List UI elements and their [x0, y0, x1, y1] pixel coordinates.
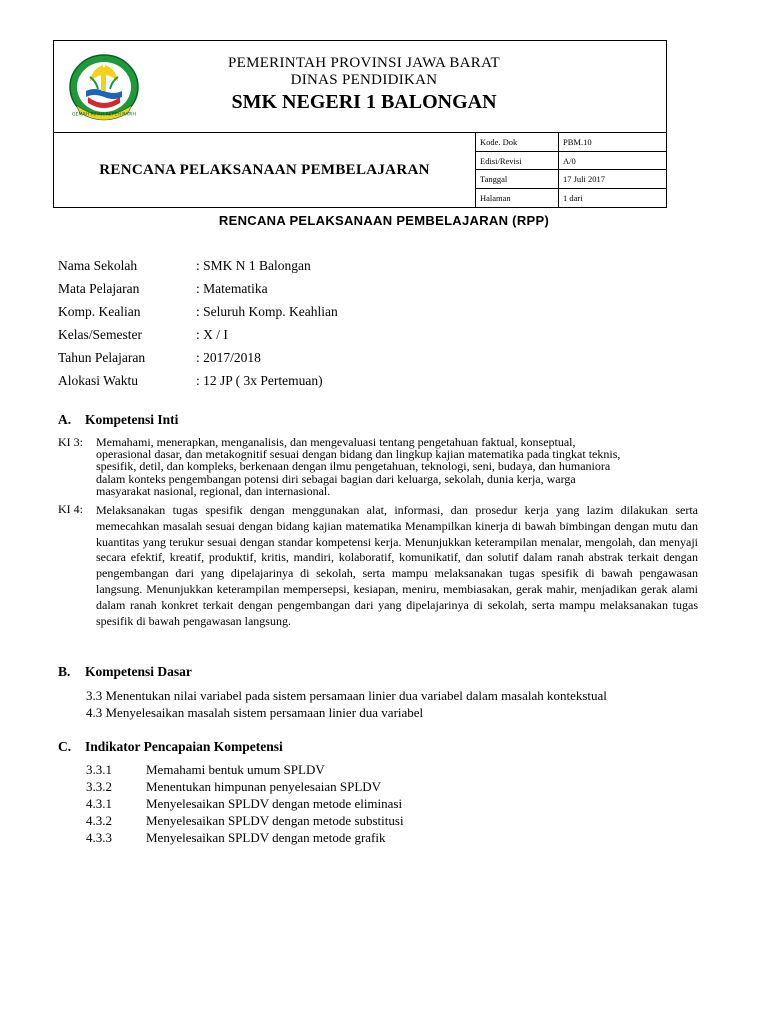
ki-text: Melaksanakan tugas spesifik dengan menggunakan alat, informasi, dan prosedur kerja yang lazim dilakukan serta memecahkan masalah sesuai dengan bidang kajian matematika Menampilkan kinerja di bawah bimbingan dengan mutu dan kuantitas yang terukur sesuai dengan standar kompetensi kerja. Menunjukkan keterampilan menalar, mengolah, dan menyaji secara efektif, kreatif, produktif, kritis, mandiri, kolaboratif, komunikatif, dan solutif dalam ranah abstrak terkait dengan pengembangan dari yang dipelajarinya di sekolah, serta mampu melaksanakan tugas spesifik di bawah pengawasan langsung. Menunjukkan keterampilan mempersepsi, kesiapan, meniru, membiasakan, gerak mahir, menjadikan gerak alami dalam ranah konkret terkait dengan pengembangan dari yang dipelajarinya di sekolah, serta mampu melaksanakan tugas spesifik di bawah pengawasan langsung.	[96, 503, 698, 628]
info-value: : 12 JP ( 3x Pertemuan)	[196, 373, 323, 388]
list-item	[86, 829, 404, 846]
letterhead-doc-title: RENCANA PELAKSANAAN PEMBELAJARAN	[99, 161, 430, 178]
ki-line: Memahami, menerapkan, menganalisis, dan mengevaluasi tentang pengetahuan faktual, konseptual,	[96, 435, 576, 449]
ki-line: spesifik, detil, dan kompleks, berkenaan dengan ilmu pengetahuan, teknologi, seni, budaya, dan humaniora	[96, 459, 611, 474]
item-number: 4.3.2	[86, 813, 112, 828]
meta-row	[476, 170, 667, 189]
meta-value: PBM.10	[559, 133, 667, 151]
logo-motto: GEMAH RIPAH REPEH RAPIH	[72, 112, 136, 118]
section-letter: C.	[58, 739, 72, 754]
letterhead	[53, 40, 667, 208]
item-text: Menentukan himpunan penyelesaian SPLDV	[146, 779, 382, 794]
meta-label: Halaman	[476, 189, 559, 207]
document-meta-table	[475, 133, 666, 207]
item-number: 3.3.2	[86, 779, 112, 794]
item-text: Menyelesaikan SPLDV dengan metode eliminasi	[146, 796, 403, 811]
ki-text	[96, 436, 698, 497]
info-key: Tahun Pelajaran	[58, 350, 146, 365]
item-text: Menyelesaikan SPLDV dengan metode grafik	[146, 830, 386, 845]
ki-4	[58, 503, 698, 629]
info-value: : Seluruh Komp. Keahlian	[196, 304, 338, 319]
info-row	[58, 349, 338, 372]
item-number: 3.3.1	[86, 762, 112, 777]
section-title: Indikator Pencapaian Kompetensi	[85, 739, 283, 754]
ki-line: operasional dasar, dan metakognitif sesuai dengan bidang dan lingkup kajian matematika pada tingkat teknis,	[96, 447, 621, 462]
list-item: 3.3 Menentukan nilai variabel pada sistem persamaan linier dua variabel dalam masalah kontekstual	[86, 688, 607, 703]
meta-row	[476, 151, 667, 170]
info-row	[58, 372, 338, 395]
info-key: Mata Pelajaran	[58, 281, 140, 296]
meta-row	[476, 133, 667, 151]
info-row	[58, 280, 338, 303]
list-item	[86, 795, 404, 812]
section-c-heading	[58, 739, 283, 755]
kompetensi-dasar-list	[86, 687, 607, 721]
section-letter: B.	[58, 664, 71, 679]
ki-3	[58, 436, 698, 497]
meta-row	[476, 189, 667, 207]
section-letter: A.	[58, 412, 72, 427]
info-key: Alokasi Waktu	[58, 373, 139, 388]
identity-block	[58, 257, 338, 395]
item-number: 4.3.3	[86, 830, 112, 845]
info-value: : Matematika	[196, 281, 268, 296]
list-item	[86, 812, 404, 829]
letterhead-line-2: DINAS PENDIDIKAN	[290, 72, 438, 88]
indikator-list	[86, 761, 404, 846]
list-item	[86, 761, 404, 778]
item-number: 4.3.1	[86, 796, 112, 811]
section-b-heading	[58, 664, 192, 680]
info-key: Nama Sekolah	[58, 258, 138, 273]
page-title: RENCANA PELAKSANAAN PEMBELAJARAN (RPP)	[218, 213, 550, 228]
meta-value: 17 Juli 2017	[559, 170, 667, 189]
ki-line: masyarakat nasional, regional, dan internasional.	[96, 483, 331, 498]
item-text: Menyelesaikan SPLDV dengan metode substitusi	[146, 813, 404, 828]
section-title: Kompetensi Dasar	[85, 664, 192, 679]
info-value: : SMK N 1 Balongan	[196, 258, 311, 273]
school-name: SMK NEGERI 1 BALONGAN	[231, 91, 497, 113]
west-java-emblem-logo	[68, 51, 140, 123]
info-key: Kelas/Semester	[58, 327, 142, 342]
info-row	[58, 257, 338, 280]
ki-label: KI 4:	[58, 502, 83, 516]
section-a-heading	[58, 412, 178, 428]
item-text: Memahami bentuk umum SPLDV	[146, 762, 325, 777]
ki-label: KI 3:	[58, 435, 83, 449]
meta-label: Edisi/Revisi	[476, 151, 559, 170]
info-row	[58, 326, 338, 349]
meta-value: A/0	[559, 151, 667, 170]
info-value: : X / I	[196, 327, 228, 342]
info-row	[58, 303, 338, 326]
ki-line: dalam konteks pengembangan potensi diri sebagai bagian dari keluarga, sekolah, dunia kerja, warga	[96, 471, 576, 486]
letterhead-line-1: PEMERINTAH PROVINSI JAWA BARAT	[227, 55, 501, 71]
info-key: Komp. Kealian	[58, 304, 141, 319]
info-value: : 2017/2018	[196, 350, 261, 365]
meta-label: Tanggal	[476, 170, 559, 189]
letterhead-bottom	[54, 133, 666, 207]
letterhead-top	[54, 41, 666, 133]
meta-value: 1 dari	[559, 189, 667, 207]
meta-label: Kode. Dok	[476, 133, 559, 151]
section-title: Kompetensi Inti	[85, 412, 179, 427]
list-item	[86, 778, 404, 795]
list-item: 4.3 Menyelesaikan masalah sistem persamaan linier dua variabel	[86, 705, 424, 720]
